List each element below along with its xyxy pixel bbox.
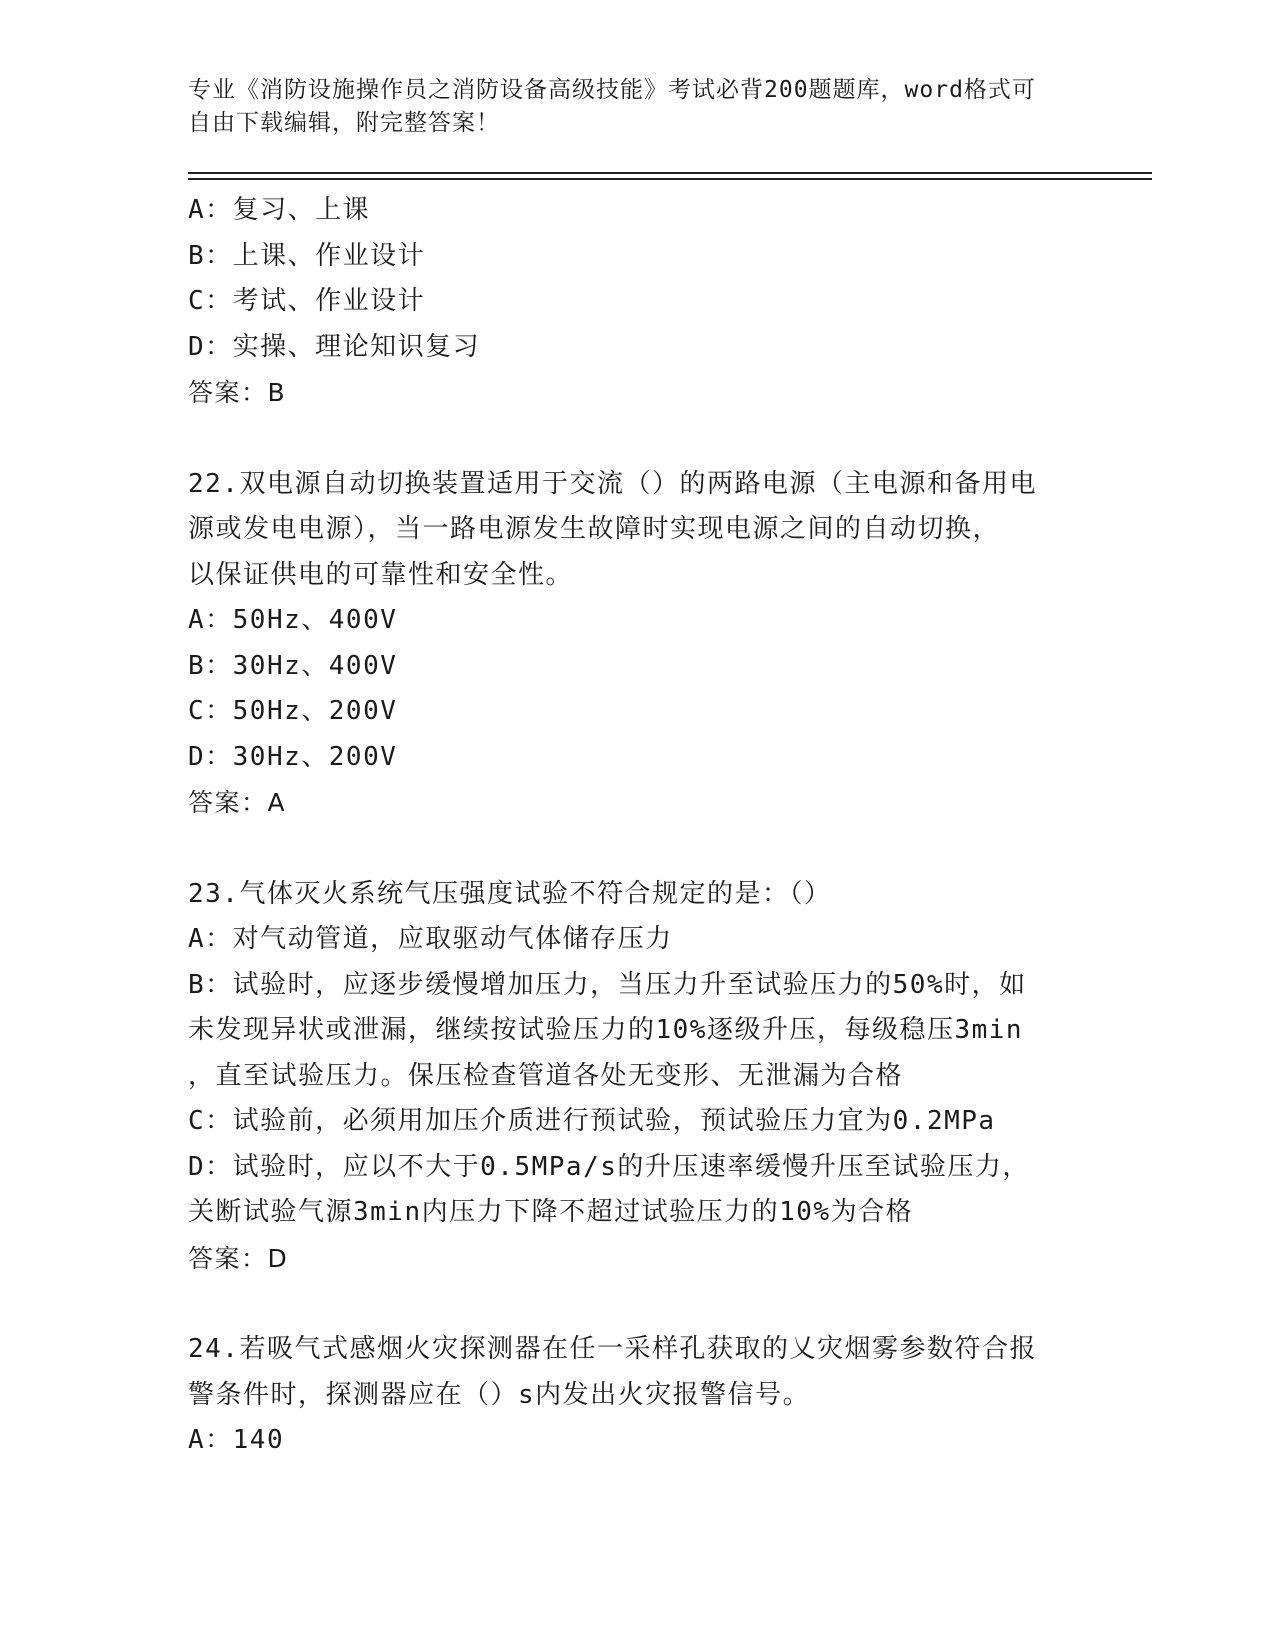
option-a: A：对气动管道，应取驱动气体储存压力 — [188, 924, 673, 954]
option-d: D：30Hz、200V — [188, 741, 398, 772]
option-d: D：实操、理论知识复习 — [188, 331, 481, 362]
spacer — [188, 826, 1088, 872]
option-b: B：上课、作业设计 — [188, 240, 426, 271]
question-stem: 24.若吸气式感烟火灾探测器在任一采样孔获取的乂灾烟雾参数符合报 — [188, 1334, 1037, 1364]
option-a: A：140 — [188, 1425, 285, 1455]
spacer — [188, 1281, 1088, 1327]
option-b: B：试验时，应逐步缓慢增加压力，当压力升至试验压力的50%时，如 — [188, 969, 1027, 1000]
question-24-block — [188, 1327, 1088, 1464]
header-title-line-1: 专业《消防设施操作员之消防设备高级技能》考试必背200题题库，word格式可 — [188, 77, 1036, 103]
question-list — [188, 188, 1088, 1464]
spacer — [188, 416, 1088, 462]
header-divider-bottom — [188, 178, 1152, 180]
question-stem: 23.气体灭火系统气压强度试验不符合规定的是：（） — [188, 878, 832, 909]
option-c: C：考试、作业设计 — [188, 286, 426, 316]
question-21-block — [188, 188, 1088, 416]
header-divider-top — [188, 172, 1152, 174]
option-c: C：试验前，必须用加压介质进行预试验，预试验压力宜为0.2MPa — [188, 1106, 996, 1136]
option-a: A：复习、上课 — [188, 195, 371, 225]
option-d-continued: 关断试验气源3min内压力下降不超过试验压力的10%为合格 — [188, 1197, 914, 1227]
option-b-continued: ，直至试验压力。保压检查管道各处无变形、无泄漏为合格 — [188, 1060, 904, 1091]
answer-line: 答案：B — [188, 378, 287, 407]
document-header — [188, 74, 1068, 140]
option-b-continued: 未发现异状或泄漏，继续按试验压力的10%逐级升压，每级稳压3min — [188, 1015, 1024, 1045]
question-22-block — [188, 462, 1088, 826]
answer-line: 答案：A — [188, 788, 287, 817]
question-23-block — [188, 872, 1088, 1282]
answer-line: 答案：D — [188, 1243, 289, 1273]
option-c: C：50Hz、200V — [188, 696, 398, 726]
option-a: A：50Hz、400V — [188, 605, 398, 635]
question-stem: 以保证供电的可靠性和安全性。 — [188, 559, 574, 590]
question-stem: 警条件时，探测器应在（）s内发出火灾报警信号。 — [188, 1379, 811, 1410]
question-stem: 源或发电电源），当一路电源发生故障时实现电源之间的自动切换， — [188, 514, 1001, 544]
header-title-line-2: 自由下载编辑，附完整答案！ — [188, 110, 500, 136]
question-stem: 22.双电源自动切换装置适用于交流（）的两路电源（主电源和备用电 — [188, 468, 1037, 499]
option-b: B：30Hz、400V — [188, 650, 398, 681]
option-d: D：试验时，应以不大于0.5MPa/s的升压速率缓慢升压至试验压力， — [188, 1151, 1030, 1182]
